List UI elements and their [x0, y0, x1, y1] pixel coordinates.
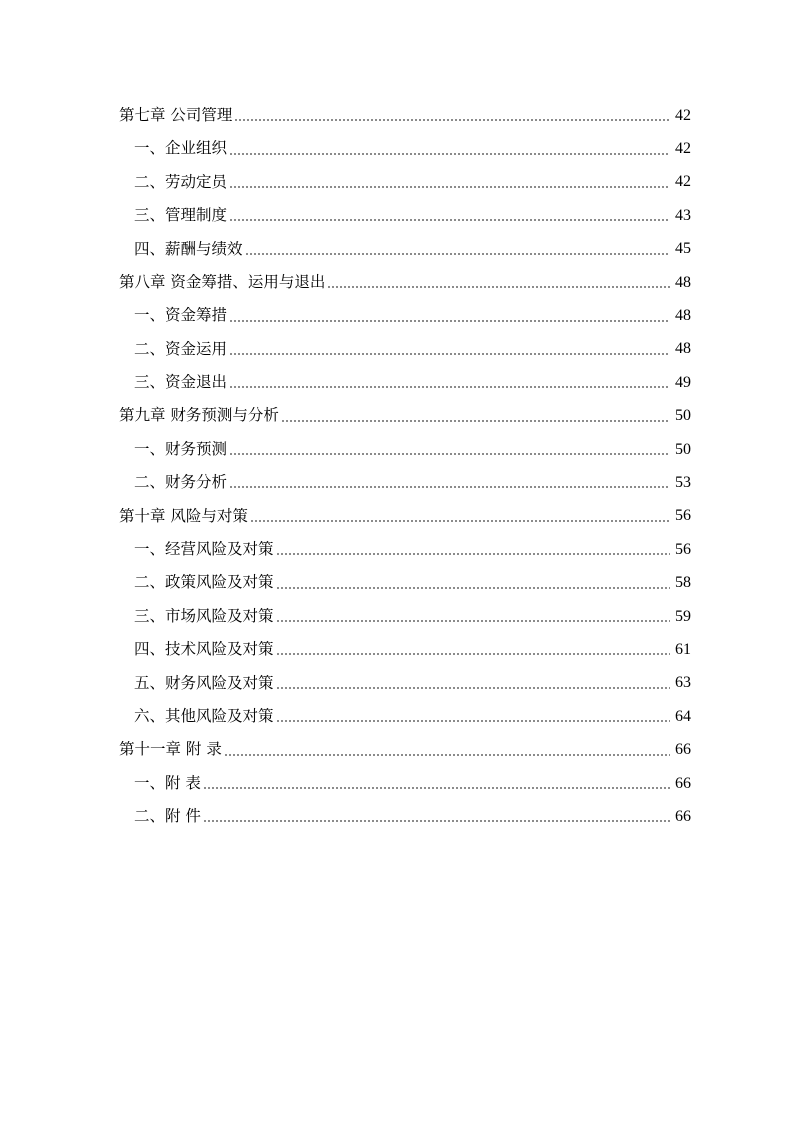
toc-page-number: 63: [675, 674, 691, 692]
toc-entry-title: 四、技术风险及对策: [134, 640, 274, 659]
toc-page-number: 58: [675, 574, 691, 592]
toc-entry-title: 二、资金运用: [134, 339, 228, 358]
toc-entry-title: 第十一章 附 录: [119, 740, 222, 759]
toc-page-number: 66: [675, 774, 691, 792]
toc-entry-title: 一、经营风险及对策: [134, 540, 274, 559]
toc-dot-leader: [229, 153, 670, 155]
toc-page-number: 48: [675, 273, 691, 291]
toc-section-entry[interactable]: [119, 199, 691, 232]
toc-section-entry[interactable]: [119, 233, 691, 266]
toc-dot-leader: [281, 420, 670, 422]
toc-entry-title: 五、财务风险及对策: [134, 673, 274, 692]
toc-entry-title: 二、政策风险及对策: [134, 573, 274, 592]
toc-dot-leader: [203, 820, 670, 822]
toc-dot-leader: [229, 453, 670, 455]
toc-entry-title: 第七章 公司管理: [119, 105, 233, 124]
toc-page-number: 45: [675, 240, 691, 258]
toc-dot-leader: [229, 219, 670, 221]
toc-section-entry[interactable]: [119, 767, 691, 800]
toc-section-entry[interactable]: [119, 466, 691, 499]
toc-dot-leader: [245, 253, 670, 255]
toc-page-number: 66: [675, 807, 691, 825]
toc-entry-title: 四、薪酬与绩效: [134, 239, 243, 258]
toc-dot-leader: [229, 186, 670, 188]
toc-page-number: 56: [675, 507, 691, 525]
toc-page-number: 49: [675, 373, 691, 391]
toc-section-entry[interactable]: [119, 700, 691, 733]
toc-section-entry[interactable]: [119, 566, 691, 599]
toc-page-number: 53: [675, 473, 691, 491]
toc-entry-title: 二、附 件: [134, 807, 201, 826]
toc-entry-title: 第八章 资金筹措、运用与退出: [119, 272, 326, 291]
toc-entry-title: 六、其他风险及对策: [134, 706, 274, 725]
toc-page-number: 61: [675, 640, 691, 658]
toc-chapter-entry[interactable]: [119, 500, 691, 533]
toc-dot-leader: [224, 754, 670, 756]
toc-page-number: 59: [675, 607, 691, 625]
toc-section-entry[interactable]: [119, 600, 691, 633]
toc-dot-leader: [229, 486, 670, 488]
toc-entry-title: 一、企业组织: [134, 139, 228, 158]
table-of-contents: [119, 99, 691, 834]
toc-entry-title: 三、管理制度: [134, 206, 228, 225]
toc-page-number: 48: [675, 307, 691, 325]
toc-section-entry[interactable]: [119, 433, 691, 466]
toc-page-number: 42: [675, 106, 691, 124]
toc-page-number: 42: [675, 140, 691, 158]
toc-chapter-entry[interactable]: [119, 266, 691, 299]
toc-dot-leader: [276, 687, 670, 689]
toc-dot-leader: [276, 720, 670, 722]
toc-dot-leader: [327, 286, 670, 288]
toc-section-entry[interactable]: [119, 366, 691, 399]
toc-entry-title: 一、附 表: [134, 773, 201, 792]
toc-dot-leader: [229, 320, 670, 322]
toc-section-entry[interactable]: [119, 667, 691, 700]
toc-page-number: 50: [675, 407, 691, 425]
toc-dot-leader: [276, 587, 670, 589]
toc-page-number: 50: [675, 440, 691, 458]
toc-section-entry[interactable]: [119, 633, 691, 666]
toc-entry-title: 一、财务预测: [134, 439, 228, 458]
toc-dot-leader: [276, 620, 670, 622]
toc-dot-leader: [229, 353, 670, 355]
toc-dot-leader: [203, 787, 670, 789]
toc-page-number: 66: [675, 741, 691, 759]
toc-page-number: 48: [675, 340, 691, 358]
toc-section-entry[interactable]: [119, 166, 691, 199]
toc-entry-title: 二、劳动定员: [134, 172, 228, 191]
toc-dot-leader: [250, 520, 670, 522]
toc-dot-leader: [229, 386, 670, 388]
toc-dot-leader: [276, 553, 670, 555]
toc-section-entry[interactable]: [119, 299, 691, 332]
toc-entry-title: 第十章 风险与对策: [119, 506, 248, 525]
toc-page-number: 43: [675, 206, 691, 224]
toc-entry-title: 一、资金筹措: [134, 306, 228, 325]
toc-entry-title: 第九章 财务预测与分析: [119, 406, 279, 425]
toc-entry-title: 二、财务分析: [134, 473, 228, 492]
toc-section-entry[interactable]: [119, 132, 691, 165]
toc-dot-leader: [276, 653, 670, 655]
toc-section-entry[interactable]: [119, 533, 691, 566]
toc-chapter-entry[interactable]: [119, 99, 691, 132]
toc-dot-leader: [234, 119, 670, 121]
toc-entry-title: 三、市场风险及对策: [134, 606, 274, 625]
toc-chapter-entry[interactable]: [119, 400, 691, 433]
toc-page-number: 56: [675, 540, 691, 558]
toc-section-entry[interactable]: [119, 800, 691, 833]
toc-chapter-entry[interactable]: [119, 733, 691, 766]
toc-page-number: 64: [675, 707, 691, 725]
toc-section-entry[interactable]: [119, 333, 691, 366]
toc-page-number: 42: [675, 173, 691, 191]
toc-entry-title: 三、资金退出: [134, 373, 228, 392]
